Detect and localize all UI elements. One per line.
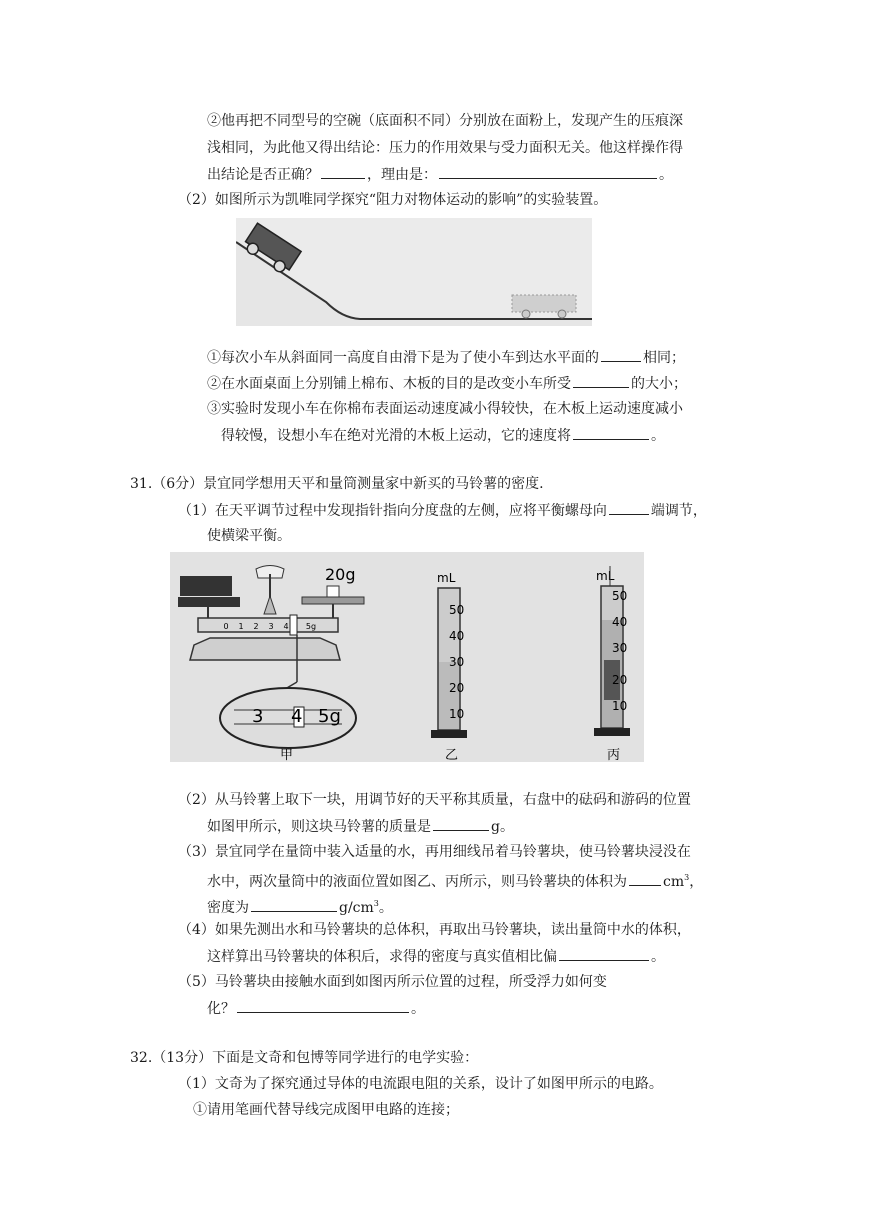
answer-blank[interactable] bbox=[439, 164, 657, 179]
answer-blank[interactable] bbox=[433, 816, 489, 831]
q30-s2-q2 bbox=[207, 373, 687, 394]
weight-icon bbox=[327, 586, 339, 597]
q31-s4-line2 bbox=[207, 946, 665, 967]
cylinder-tick-label: 40 bbox=[449, 629, 465, 643]
cylinder-tick-label: 20 bbox=[612, 673, 628, 687]
text: 水中，两次量筒中的液面位置如图乙、丙所示，则马铃薯块的体积为 bbox=[207, 874, 627, 890]
unit: g/cm bbox=[339, 900, 374, 916]
answer-blank[interactable] bbox=[601, 347, 641, 362]
answer-blank[interactable] bbox=[573, 425, 649, 440]
q31-s1-line1 bbox=[178, 500, 707, 521]
q31-s3-line1: （3）景宜同学在量筒中装入适量的水，再用细线吊着马铃薯块，使马铃薯块浸没在 bbox=[178, 844, 691, 860]
text: 。 bbox=[411, 1001, 425, 1017]
wheel-icon bbox=[522, 310, 530, 318]
answer-blank[interactable] bbox=[321, 164, 365, 179]
answer-blank[interactable] bbox=[573, 373, 629, 388]
potato-sample bbox=[180, 576, 232, 596]
q30-p2-line1: ②他再把不同型号的空碗（底面积不同）分别放在面粉上，发现产生的压痕深 bbox=[207, 113, 683, 129]
text: ①每次小车从斜面同一高度自由滑下是为了使小车到达水平面的 bbox=[207, 350, 599, 366]
cylinder-base bbox=[431, 730, 467, 738]
q32-header: 32.（13分）下面是文奇和包博等同学进行的电学实验： bbox=[130, 1050, 479, 1066]
text: 密度为 bbox=[207, 900, 249, 916]
beam-scale-label: 3 bbox=[268, 622, 274, 631]
text: （1）在天平调节过程中发现指针指向分度盘的左侧，应将平衡螺母向 bbox=[178, 503, 607, 519]
text: 得较慢，设想小车在绝对光滑的木板上运动，它的速度将 bbox=[221, 428, 571, 444]
cylinder-tick-label: 40 bbox=[612, 615, 628, 629]
q30-p2-line2: 浅相同，为此他又得出结论：压力的作用效果与受力面积无关。他这样操作得 bbox=[207, 140, 683, 156]
text: 如图甲所示，则这块马铃薯的质量是 bbox=[207, 819, 431, 835]
cylinder-unit: mL bbox=[437, 571, 456, 585]
q30-p2-line3 bbox=[207, 164, 673, 185]
text: 。 bbox=[651, 428, 665, 444]
q30-s2-q1 bbox=[207, 347, 685, 368]
zoom-scale-label: 5g bbox=[318, 706, 341, 727]
cart-body bbox=[512, 295, 576, 312]
answer-blank[interactable] bbox=[237, 998, 409, 1013]
weight-label: 20g bbox=[325, 565, 356, 584]
q31-s5-line2 bbox=[207, 998, 425, 1019]
cylinder-tick-label: 50 bbox=[612, 589, 628, 603]
beam-scale-label: 4 bbox=[283, 622, 289, 631]
cylinder-tick-label: 10 bbox=[612, 699, 628, 713]
answer-blank[interactable] bbox=[251, 897, 337, 912]
beam-scale-label: 1 bbox=[238, 622, 244, 631]
beam-scale-label: 0 bbox=[223, 622, 229, 631]
text: 。 bbox=[378, 900, 393, 916]
q30-s2-q3-line2 bbox=[221, 425, 665, 446]
cylinder-base bbox=[594, 728, 630, 736]
zoom-scale-label: 3 bbox=[252, 706, 264, 727]
q31-s5-line1: （5）马铃薯块由接触水面到如图丙所示位置的过程，所受浮力如何变 bbox=[178, 974, 607, 990]
rider-icon bbox=[290, 615, 297, 635]
cylinder-tick-label: 50 bbox=[449, 603, 465, 617]
q32-s1: （1）文奇为了探究通过导体的电流跟电阻的关系，设计了如图甲所示的电路。 bbox=[178, 1076, 663, 1092]
cylinder-tick-label: 30 bbox=[449, 655, 465, 669]
q30-s2-q3-line1: ③实验时发现小车在你棉布表面运动速度减小得较快，在木板上运动速度减小 bbox=[207, 401, 683, 417]
q32-s1-q1: ①请用笔画代替导线完成图甲电路的连接； bbox=[193, 1102, 459, 1118]
superscript: 3 bbox=[684, 873, 690, 882]
text: 这样算出马铃薯块的体积后，求得的密度与真实值相比偏 bbox=[207, 949, 557, 965]
text: 端调节， bbox=[650, 503, 707, 519]
q31-s3-line2 bbox=[207, 868, 703, 892]
text: 出结论是否正确？ bbox=[207, 167, 319, 183]
incline-cart-figure bbox=[236, 218, 592, 326]
label-jia: 甲 bbox=[280, 748, 294, 762]
text: ②在水面桌面上分别铺上棉布、木板的目的是改变小车所受 bbox=[207, 376, 571, 392]
label-yi: 乙 bbox=[445, 748, 459, 762]
cylinder-tick-label: 30 bbox=[612, 641, 628, 655]
q31-s3-line3 bbox=[207, 894, 393, 918]
text: 。 bbox=[659, 167, 673, 183]
answer-blank[interactable] bbox=[559, 946, 649, 961]
text: ， bbox=[689, 874, 704, 890]
right-pan bbox=[302, 597, 364, 604]
cylinder-unit: mL bbox=[596, 569, 615, 583]
left-pan bbox=[178, 597, 240, 607]
superscript: 3 bbox=[373, 899, 379, 908]
label-bing: 丙 bbox=[607, 748, 621, 762]
q31-s4-line1: （4）如果先测出水和马铃薯块的总体积，再取出马铃薯块，读出量筒中水的体积， bbox=[178, 922, 691, 938]
text: 的大小； bbox=[631, 376, 687, 392]
q31-s1-line2: 使横梁平衡。 bbox=[207, 528, 291, 544]
beam-scale-label: 5g bbox=[305, 622, 317, 631]
text: g。 bbox=[491, 819, 514, 835]
text: 相同； bbox=[643, 350, 685, 366]
text: 。 bbox=[651, 949, 665, 965]
zoom-scale-label: 4 bbox=[291, 706, 303, 727]
wheel-icon bbox=[558, 310, 566, 318]
cylinder-tick-label: 20 bbox=[449, 681, 465, 695]
balance-cylinder-figure bbox=[170, 552, 644, 762]
text: 化？ bbox=[207, 1001, 235, 1017]
answer-blank[interactable] bbox=[609, 500, 649, 515]
q31-s2-line2 bbox=[207, 816, 514, 837]
answer-blank[interactable] bbox=[629, 871, 661, 886]
unit: cm bbox=[663, 874, 685, 890]
balance-base bbox=[190, 638, 340, 660]
cylinder-tick-label: 10 bbox=[449, 707, 465, 721]
q31-s2-line1: （2）从马铃薯上取下一块，用调节好的天平称其质量，右盘中的砝码和游码的位置 bbox=[178, 792, 691, 808]
beam-scale-label: 2 bbox=[253, 622, 259, 631]
text: ，理由是： bbox=[367, 167, 437, 183]
q30-s2-intro: （2）如图所示为凯唯同学探究“阻力对物体运动的影响”的实验装置。 bbox=[178, 192, 608, 208]
q31-header: 31.（6分）景宜同学想用天平和量筒测量家中新买的马铃薯的密度. bbox=[130, 476, 544, 492]
